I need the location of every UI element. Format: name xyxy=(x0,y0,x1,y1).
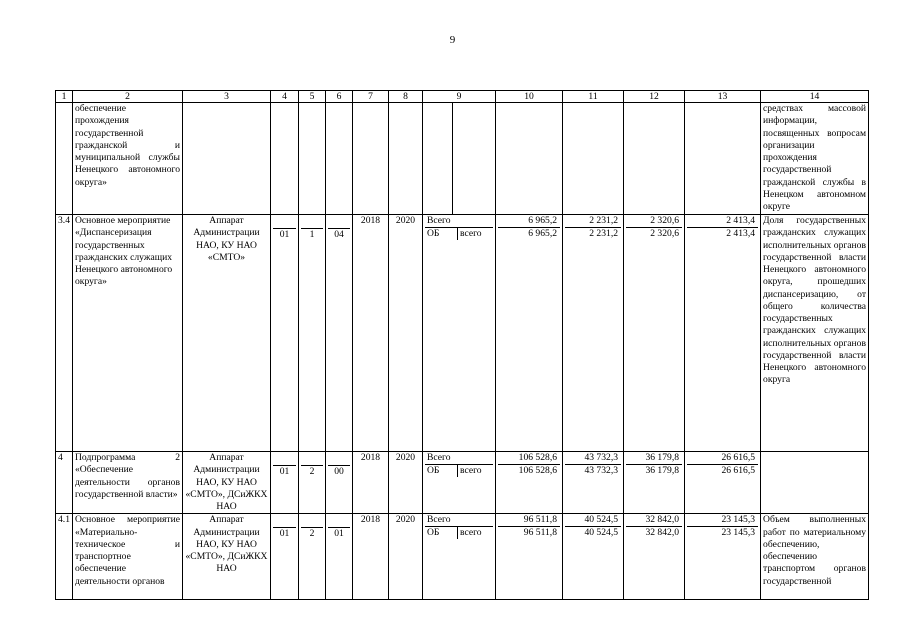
code-value: 01 xyxy=(328,527,350,540)
value-y2-all: 2 320,6 xyxy=(626,215,682,228)
header-cell: 2 xyxy=(73,91,183,103)
value-y1-ob: 40 524,5 xyxy=(584,527,619,539)
row-value-y3 xyxy=(685,215,761,452)
header-cell: 4 xyxy=(271,91,299,103)
row-code-1 xyxy=(271,514,299,600)
value-total-ob: 96 511,8 xyxy=(523,527,558,539)
value-y1-ob: 43 732,3 xyxy=(584,465,619,476)
row-executor: Аппарат Администрации НАО, КУ НАО «СМТО», ДСиЖКХ НАО xyxy=(183,514,271,600)
fund-sub-label: всего xyxy=(460,465,482,476)
fund-sub-label: всего xyxy=(460,527,482,539)
code-value: 2 xyxy=(301,527,323,540)
program-table xyxy=(55,90,869,600)
row-name: Подпрограмма 2 «Обеспечение деятельности органов государственной власти» xyxy=(73,452,183,514)
header-row xyxy=(56,91,869,103)
code-value: 01 xyxy=(273,527,296,540)
header-cell: 1 xyxy=(56,91,73,103)
row-code-1 xyxy=(271,452,299,514)
row-value-total xyxy=(496,514,563,600)
row-code-2 xyxy=(299,514,326,600)
value-y3-ob: 2 413,4 xyxy=(726,228,756,239)
row-start: 2018 xyxy=(353,215,389,452)
row-value-total xyxy=(496,452,563,514)
row-fund-sub xyxy=(453,103,496,215)
row-start xyxy=(353,103,389,215)
row-value-y3 xyxy=(685,103,761,215)
row-executor xyxy=(183,103,271,215)
row-code-2 xyxy=(299,103,326,215)
header-cell: 12 xyxy=(624,91,685,103)
row-value-y1 xyxy=(563,514,624,600)
value-y3-all: 26 616,5 xyxy=(687,452,758,465)
code-value: 04 xyxy=(328,228,350,241)
row-fund xyxy=(423,103,453,215)
row-code-3 xyxy=(326,452,353,514)
table-row xyxy=(56,103,869,215)
code-value: 01 xyxy=(273,465,296,478)
row-number: 4 xyxy=(56,452,73,514)
value-y1-all: 43 732,3 xyxy=(565,452,621,465)
row-value-y1 xyxy=(563,452,624,514)
code-value: 00 xyxy=(328,465,350,478)
value-y2-all: 36 179,8 xyxy=(626,452,682,465)
row-number xyxy=(56,103,73,215)
value-y3-all: 2 413,4 xyxy=(687,215,758,228)
fund-source-label: ОБ xyxy=(425,527,458,539)
table-row xyxy=(56,514,869,600)
row-value-y2 xyxy=(624,215,685,452)
header-cell: 3 xyxy=(183,91,271,103)
value-total-all: 6 965,2 xyxy=(498,215,560,228)
row-code-1 xyxy=(271,103,299,215)
row-end: 2020 xyxy=(389,452,423,514)
row-indicator: Объем выполненных работ по материальному обеспечению, обеспечению транспортом органов государственной xyxy=(761,514,869,600)
value-y2-ob: 2 320,6 xyxy=(650,228,680,239)
value-y2-ob: 36 179,8 xyxy=(645,465,680,476)
value-y1-all: 2 231,2 xyxy=(565,215,621,228)
value-y3-ob: 23 145,3 xyxy=(721,527,756,539)
fund-total-label: Всего xyxy=(427,514,451,526)
value-total-all: 96 511,8 xyxy=(498,514,560,527)
row-code-3 xyxy=(326,514,353,600)
row-end xyxy=(389,103,423,215)
row-name: Основное мероприятие «Материально-техническое и транспортное обеспечение деятельности органов xyxy=(73,514,183,600)
value-y1-ob: 2 231,2 xyxy=(589,228,619,239)
fund-sub-label: всего xyxy=(460,228,482,239)
code-value: 01 xyxy=(273,228,296,241)
row-name: обеспечение прохождения государственной гражданской и муниципальной службы Ненецкого автономного округа» xyxy=(73,103,183,215)
row-end: 2020 xyxy=(389,215,423,452)
row-start: 2018 xyxy=(353,452,389,514)
header-cell: 10 xyxy=(496,91,563,103)
row-code-3 xyxy=(326,103,353,215)
header-cell: 6 xyxy=(326,91,353,103)
page-number: 9 xyxy=(449,34,456,46)
row-fund xyxy=(423,215,496,452)
row-code-3 xyxy=(326,215,353,452)
row-end: 2020 xyxy=(389,514,423,600)
value-y2-all: 32 842,0 xyxy=(626,514,682,527)
header-cell: 7 xyxy=(353,91,389,103)
table-row xyxy=(56,215,869,452)
value-y2-ob: 32 842,0 xyxy=(645,527,680,539)
value-total-ob: 6 965,2 xyxy=(528,228,558,239)
row-number: 3.4 xyxy=(56,215,73,452)
value-y3-all: 23 145,3 xyxy=(687,514,758,527)
row-fund xyxy=(423,514,496,600)
row-value-y3 xyxy=(685,452,761,514)
row-value-total xyxy=(496,103,563,215)
header-cell: 11 xyxy=(563,91,624,103)
row-value-y2 xyxy=(624,514,685,600)
row-executor: Аппарат Администрации НАО, КУ НАО «СМТО» xyxy=(183,215,271,452)
row-value-y1 xyxy=(563,215,624,452)
fund-total-label: Всего xyxy=(427,215,451,226)
row-number: 4.1 xyxy=(56,514,73,600)
header-cell: 13 xyxy=(685,91,761,103)
row-value-y2 xyxy=(624,452,685,514)
fund-source-label: ОБ xyxy=(425,465,458,477)
code-value: 2 xyxy=(301,465,323,478)
row-indicator xyxy=(761,452,869,514)
table-row xyxy=(56,452,869,514)
header-cell: 9 xyxy=(423,91,496,103)
row-executor: Аппарат Администрации НАО, КУ НАО «СМТО», ДСиЖКХ НАО xyxy=(183,452,271,514)
row-code-2 xyxy=(299,452,326,514)
row-fund xyxy=(423,452,496,514)
row-indicator: средствах массовой информации, посвященных вопросам организации прохождения государственной гражданской службы в Ненецком автономном округе xyxy=(761,103,869,215)
header-cell: 14 xyxy=(761,91,869,103)
row-value-y2 xyxy=(624,103,685,215)
value-total-all: 106 528,6 xyxy=(498,452,560,465)
fund-total-label: Всего xyxy=(427,452,451,463)
fund-source-label: ОБ xyxy=(425,228,458,240)
code-value: 1 xyxy=(301,228,323,241)
value-y3-ob: 26 616,5 xyxy=(721,465,756,476)
value-y1-all: 40 524,5 xyxy=(565,514,621,527)
row-code-1 xyxy=(271,215,299,452)
row-indicator: Доля государственных гражданских служащих исполнительных органов государственной власти Ненецкого автономного округа, прошедших диспансеризацию, от общего количества государственных гражданских служащих исполнительных органов государственной власти Ненецкого автономного округа xyxy=(761,215,869,452)
row-value-y3 xyxy=(685,514,761,600)
header-cell: 5 xyxy=(299,91,326,103)
header-cell: 8 xyxy=(389,91,423,103)
row-value-y1 xyxy=(563,103,624,215)
row-start: 2018 xyxy=(353,514,389,600)
row-name: Основное мероприятие «Диспансеризация государственных гражданских служащих Ненецкого автономного округа» xyxy=(73,215,183,452)
row-code-2 xyxy=(299,215,326,452)
value-total-ob: 106 528,6 xyxy=(518,465,558,476)
row-value-total xyxy=(496,215,563,452)
